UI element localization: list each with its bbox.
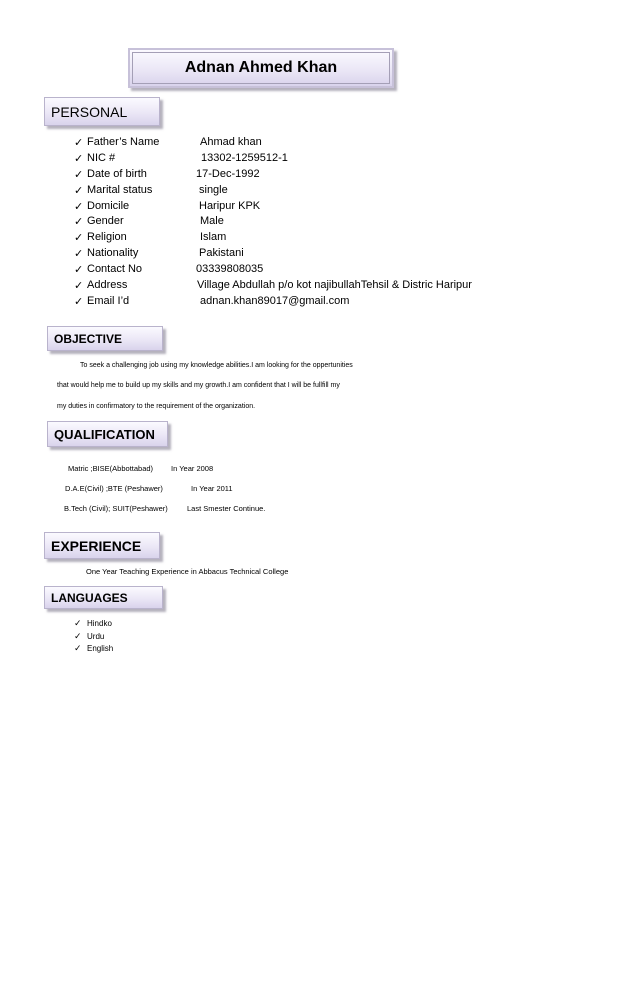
candidate-name: Adnan Ahmed Khan: [184, 59, 338, 76]
section-title-languages: LANGUAGES: [51, 590, 128, 605]
item-label: Address: [87, 279, 128, 292]
item-value: Male: [200, 215, 224, 228]
check-icon: ✓: [74, 152, 84, 165]
name-banner: [128, 48, 394, 88]
language-label: Hindko: [87, 619, 112, 628]
item-value: single: [199, 183, 228, 196]
check-icon: ✓: [74, 264, 84, 277]
section-languages: [44, 586, 163, 609]
check-icon: ✓: [74, 630, 82, 641]
check-icon: ✓: [74, 232, 84, 245]
check-icon: ✓: [74, 216, 84, 229]
item-value: Ahmad khan: [200, 136, 262, 148]
section-experience: [44, 532, 160, 559]
objective-line-1: To seek a challenging job using my knowledge abilities.I am looking for the oppertunities: [80, 362, 353, 369]
item-label: Father’s Name: [87, 136, 160, 148]
item-label: Marital status: [87, 183, 153, 196]
section-qualification: [47, 421, 168, 447]
qualification-year: Last Smester Continue.: [187, 504, 266, 513]
qualification-year: In Year 2011: [191, 484, 233, 493]
check-icon: ✓: [74, 295, 84, 308]
item-label: Religion: [87, 231, 127, 244]
item-value: adnan.khan89017@gmail.com: [200, 294, 350, 307]
qualification-degree: B.Tech (Civil); SUIT(Peshawer): [64, 504, 168, 513]
item-label: Gender: [87, 215, 124, 228]
item-value: 17-Dec-1992: [196, 167, 260, 180]
qualification-year: In Year 2008: [171, 464, 214, 473]
section-title-objective: OBJECTIVE: [54, 331, 123, 346]
item-label: Date of birth: [87, 167, 147, 180]
item-label: Email I’d: [87, 294, 130, 307]
section-objective: [47, 326, 163, 351]
section-title-experience: EXPERIENCE: [51, 537, 142, 554]
qualification-degree: Matric ;BISE(Abbottabad): [68, 464, 154, 473]
check-icon: ✓: [74, 200, 84, 213]
item-value: Haripur KPK: [199, 199, 261, 212]
section-title-personal: PERSONAL: [51, 103, 128, 120]
check-icon: ✓: [74, 168, 84, 181]
item-label: NIC #: [87, 151, 116, 164]
check-icon: ✓: [74, 248, 84, 261]
experience-text: One Year Teaching Experience in Abbacus Technical College: [86, 567, 289, 576]
item-label: Contact No: [87, 263, 143, 276]
check-icon: ✓: [74, 184, 84, 197]
check-icon: ✓: [74, 137, 84, 149]
check-icon: ✓: [74, 643, 82, 654]
qualification-degree: D.A.E(Civil) ;BTE (Peshawer): [65, 484, 163, 493]
item-value: Village Abdullah p/o kot najibullahTehsil & Distric Haripur: [197, 279, 472, 292]
item-value: 03339808035: [196, 263, 264, 276]
language-label: Urdu: [87, 631, 105, 641]
objective-line-3: my duties in confirmatory to the requirement of the organization.: [57, 403, 256, 410]
item-label: Nationality: [87, 247, 139, 260]
item-value: Pakistani: [199, 247, 244, 260]
item-label: Domicile: [87, 199, 130, 212]
objective-line-2: that would help me to build up my skills and my growth.I am confident that I will be fullfill my: [57, 382, 340, 389]
item-value: Islam: [200, 231, 227, 244]
language-label: English: [87, 644, 114, 654]
check-icon: ✓: [74, 618, 82, 628]
section-personal: [44, 97, 160, 126]
check-icon: ✓: [74, 280, 84, 293]
item-value: 13302-1259512-1: [201, 151, 288, 164]
section-title-qualification: QUALIFICATION: [54, 426, 155, 442]
